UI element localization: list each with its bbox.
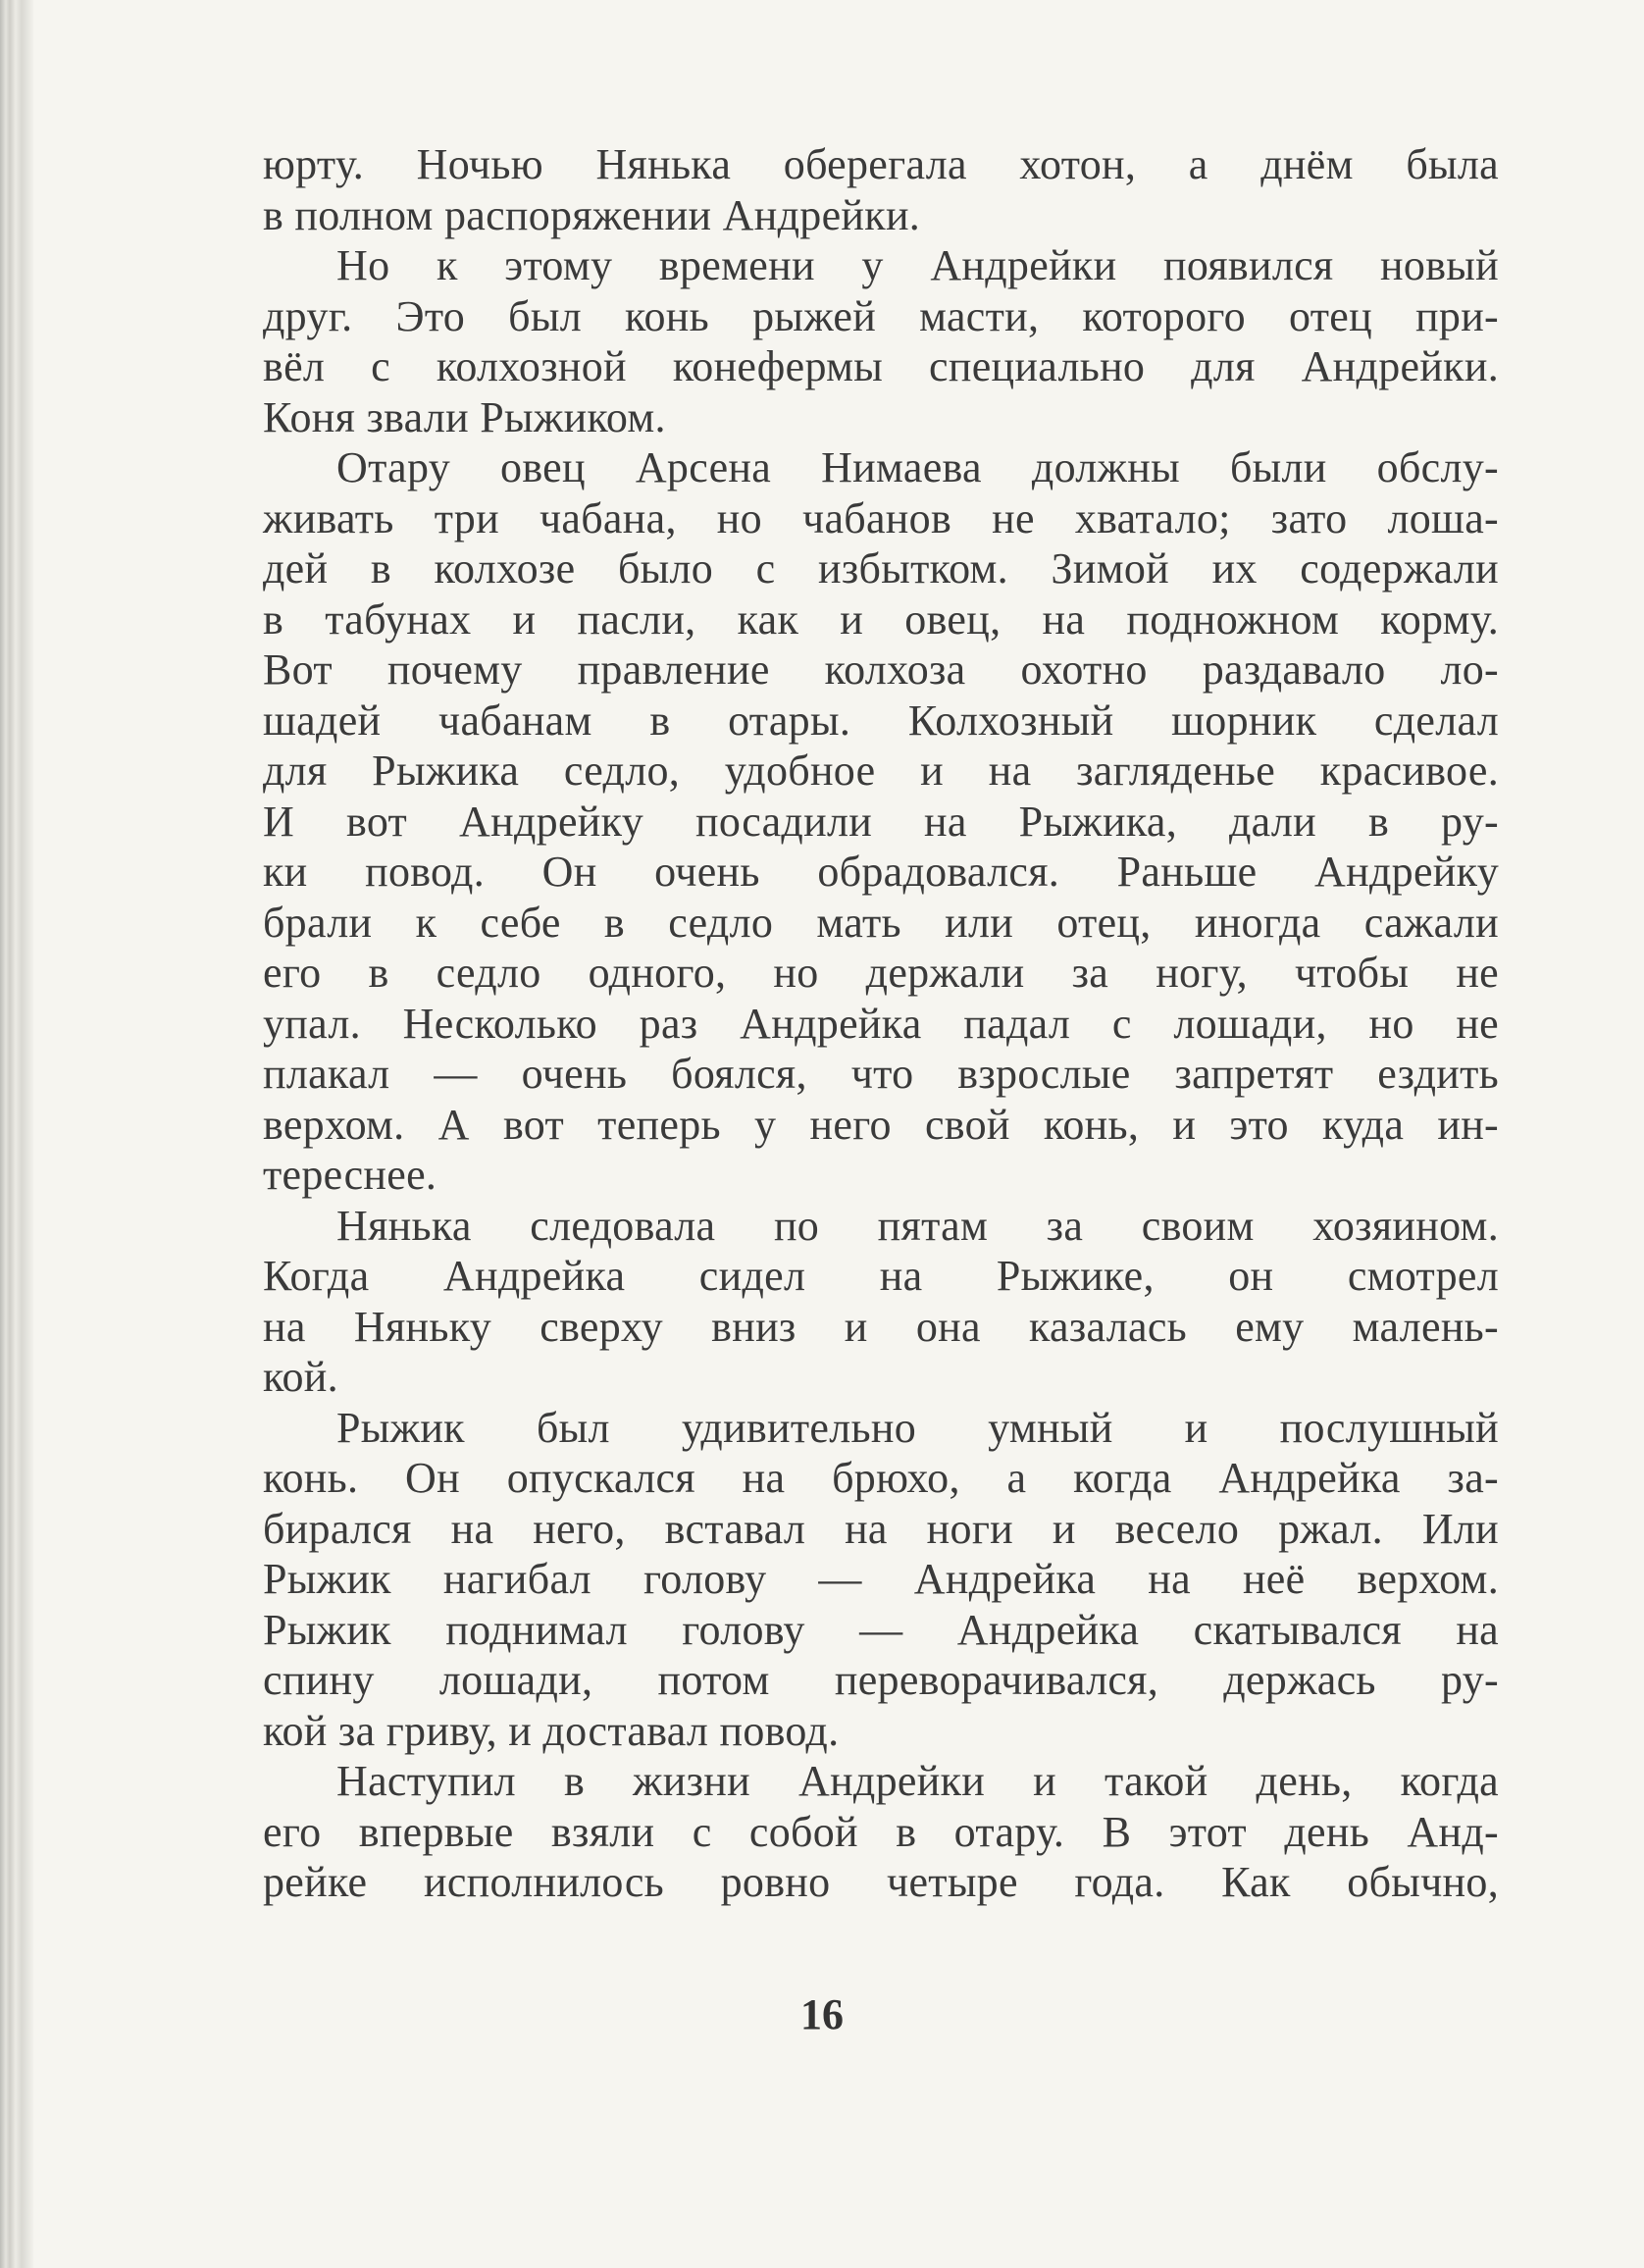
text-line: Отару овец Арсена Нимаева должны были обслу- xyxy=(336,443,1499,491)
text-line: Коня звали Рыжиком. xyxy=(263,392,666,441)
text-line: юрту. Ночью Нянька оберегала хотон, а днём была xyxy=(263,140,1499,188)
text-line: верхом. А вот теперь у него свой конь, и это куда ин- xyxy=(263,1100,1499,1149)
text-line: кой за гриву, и доставал повод. xyxy=(263,1706,840,1755)
text-line: для Рыжика седло, удобное и на загляденье красивое. xyxy=(263,747,1499,795)
text-line: спину лошади, потом переворачивался, держась ру- xyxy=(263,1656,1499,1704)
text-line: дей в колхозе было с избытком. Зимой их содержали xyxy=(263,544,1499,593)
text-line: Рыжик был удивительно умный и послушный xyxy=(336,1403,1499,1452)
text-line: брали к себе в седло мать или отец, иногда сажали xyxy=(263,898,1499,947)
text-line: тереснее. xyxy=(263,1151,437,1199)
text-line: Нянька следовала по пятам за своим хозяином. xyxy=(336,1201,1499,1250)
text-line: рейке исполнилось ровно четыре года. Как обычно, xyxy=(263,1858,1499,1906)
text-line: его в седло одного, но держали за ногу, чтобы не xyxy=(263,949,1499,997)
text-line: упал. Несколько раз Андрейка падал с лошади, но не xyxy=(263,999,1499,1048)
text-line: живать три чабана, но чабанов не хватало; зато лоша- xyxy=(263,493,1499,542)
page-number: 16 xyxy=(800,1990,844,2038)
text-line: друг. Это был конь рыжей масти, которого отец при- xyxy=(263,291,1499,340)
text-line: Рыжик нагибал голову — Андрейка на неё верхом. xyxy=(263,1555,1499,1603)
text-line: Рыжик поднимал голову — Андрейка скатывался на xyxy=(263,1605,1499,1654)
text-line: Вот почему правление колхоза охотно раздавало ло- xyxy=(263,645,1499,694)
text-line: его впервые взяли с собой в отару. В этот день Анд- xyxy=(263,1807,1499,1856)
text-line: ки повод. Он очень обрадовался. Раньше Андрейку xyxy=(263,848,1499,896)
text-line: в полном распоряжении Андрейки. xyxy=(263,190,921,239)
page-binding-edge xyxy=(0,0,33,2268)
text-line: Наступил в жизни Андрейки и такой день, когда xyxy=(336,1757,1499,1805)
text-line: вёл с колхозной конефермы специально для Андрейки. xyxy=(263,342,1499,390)
text-line: в табунах и пасли, как и овец, на подножном корму. xyxy=(263,594,1499,644)
text-line: конь. Он опускался на брюхо, а когда Андрейка за- xyxy=(263,1454,1499,1502)
text-line: Когда Андрейка сидел на Рыжике, он смотрел xyxy=(263,1252,1499,1300)
text-line: И вот Андрейку посадили на Рыжика, дали в ру- xyxy=(263,797,1499,846)
page-body-text xyxy=(263,139,1499,1908)
text-line: шадей чабанам в отары. Колхозный шорник сделал xyxy=(263,696,1499,745)
text-line: бирался на него, вставал на ноги и весело ржал. Или xyxy=(263,1504,1499,1553)
text-line: кой. xyxy=(263,1353,338,1401)
text-line: Но к этому времени у Андрейки появился новый xyxy=(336,241,1499,289)
text-line: на Няньку сверху вниз и она казалась ему малень- xyxy=(263,1302,1499,1351)
text-line: плакал — очень боялся, что взрослые запретят ездить xyxy=(263,1050,1499,1098)
